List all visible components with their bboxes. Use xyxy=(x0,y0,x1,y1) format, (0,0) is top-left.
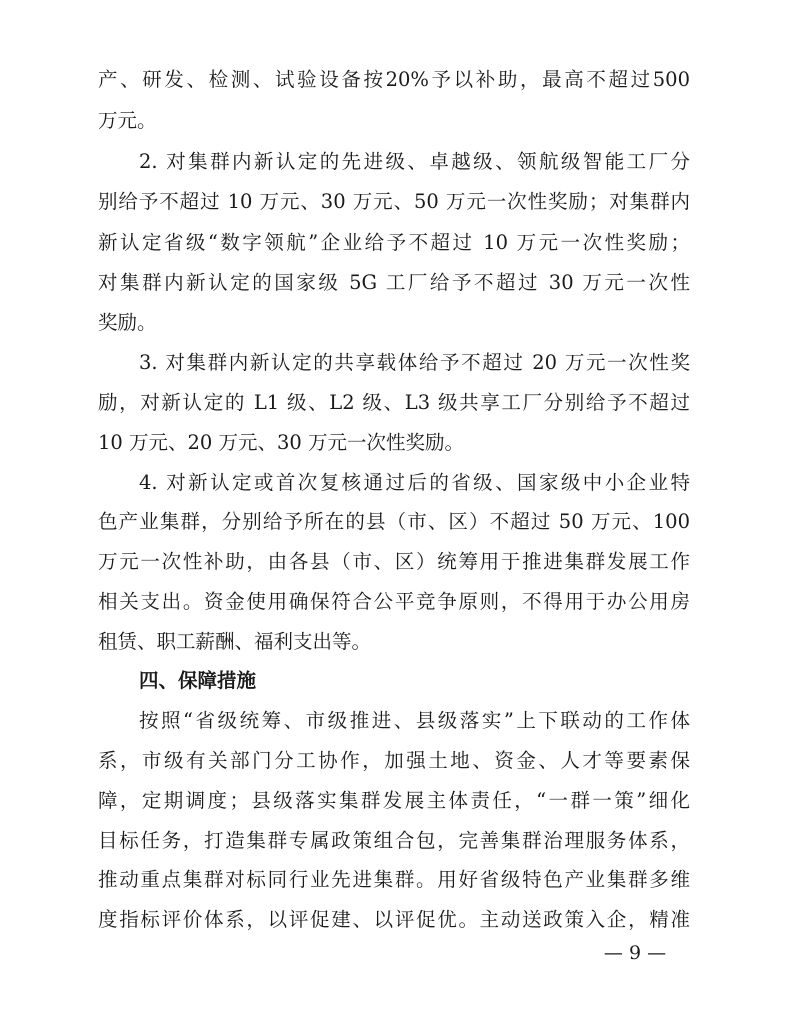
section-heading: 四、保障措施 xyxy=(139,669,257,692)
paragraph-line: 租赁、职工薪酬、福利支出等。 xyxy=(98,630,372,653)
paragraph-line: 万元。 xyxy=(98,109,157,132)
paragraph-line: 4. 对新认定或首次复核通过后的省级、国家级中小企业特 xyxy=(139,471,690,494)
paragraph-line: 别给予不超过 10 万元、30 万元、50 万元一次性奖励；对集群内 xyxy=(98,190,690,213)
paragraph-line: 万元一次性补助，由各县（市、区）统筹用于推进集群发展工作 xyxy=(98,550,690,573)
page-number: — 9 — xyxy=(603,942,667,964)
paragraph-line: 对集群内新认定的国家级 5G 工厂给予不超过 30 万元一次性 xyxy=(98,271,690,294)
paragraph-line: 目标任务，打造集群专属政策组合包，完善集群治理服务体系， xyxy=(98,829,690,852)
paragraph-line: 障，定期调度；县级落实集群发展主体责任，“一群一策”细化 xyxy=(98,789,690,812)
paragraph-line: 按照“省级统筹、市级推进、县级落实”上下联动的工作体 xyxy=(139,709,690,732)
paragraph-line: 相关支出。资金使用确保符合公平竞争原则，不得用于办公用房 xyxy=(98,590,690,613)
paragraph-line: 奖励。 xyxy=(98,311,157,334)
paragraph-line: 色产业集群，分别给予所在的县（市、区）不超过 50 万元、100 xyxy=(98,510,690,533)
paragraph-line: 推动重点集群对标同行业先进集群。用好省级特色产业集群多维 xyxy=(98,868,690,891)
paragraph-line: 产、研发、检测、试验设备按20%予以补助，最高不超过500 xyxy=(98,68,690,91)
paragraph-line: 新认定省级“数字领航”企业给予不超过 10 万元一次性奖励； xyxy=(98,231,690,254)
paragraph-line: 度指标评价体系，以评促建、以评促优。主动送政策入企，精准 xyxy=(98,908,690,931)
paragraph-line: 系，市级有关部门分工协作，加强土地、资金、人才等要素保 xyxy=(98,749,690,772)
paragraph-line: 10 万元、20 万元、30 万元一次性奖励。 xyxy=(98,431,465,454)
paragraph-line: 3. 对集群内新认定的共享载体给予不超过 20 万元一次性奖 xyxy=(139,351,690,374)
paragraph-line: 励，对新认定的 L1 级、L2 级、L3 级共享工厂分别给予不超过 xyxy=(98,391,690,414)
paragraph-line: 2. 对集群内新认定的先进级、卓越级、领航级智能工厂分 xyxy=(139,150,690,173)
